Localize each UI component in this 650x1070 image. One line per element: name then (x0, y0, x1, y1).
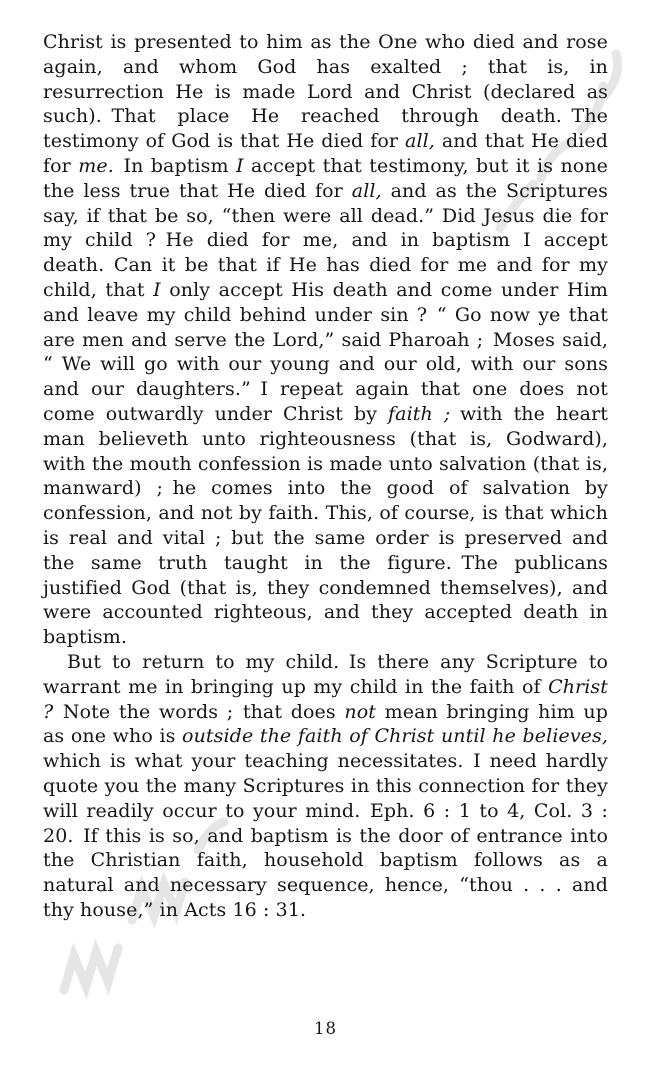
page-number: 18 (314, 1019, 337, 1038)
text-segment: accept that testimony, but it is none the less true that He died for (43, 154, 609, 202)
paragraph (43, 650, 608, 923)
text-segment: Note the words ; that does (53, 700, 345, 723)
paragraph (43, 30, 608, 650)
text-segment: only accept His death and come under Him and leave my child behind under sin ? “ Go now ye that are men and serve the Lord,” said Pharoah ; Moses said, “ We will go with our young and our old, with our sons and our daughters.” I repeat again that one does not come outwardly under Christ by (43, 278, 608, 425)
text-segment: mean bringing him up as one who is (43, 700, 608, 748)
page-text (43, 30, 608, 923)
text-segment: and as the Scriptures say, if that be so, “then were all dead.” Did Jesus die for my child ? He died for me, and in baptism I accept death. Can it be that if He has died for me and for my child, that (43, 179, 608, 301)
italic-text-segment: Christ ? (43, 675, 608, 723)
italic-text-segment: all, (351, 179, 382, 202)
text-segment: and that He died for (43, 130, 608, 177)
text-segment: Christ is presented to him as the One who died and rose again, and whom God has exalted ; that is, in resurrection He is made Lord and Christ (declared as such). That place He reached through death. The testimony of God is that He died for (43, 31, 608, 153)
italic-text-segment: faith ; (388, 402, 451, 425)
italic-text-segment: all, (405, 130, 435, 153)
italic-text-segment: I (236, 154, 244, 177)
text-segment: In baptism (113, 154, 237, 177)
italic-text-segment: outside the faith of Christ until he believes, (182, 725, 609, 748)
italic-text-segment: me. (78, 154, 114, 177)
italic-text-segment: not (344, 700, 376, 723)
text-segment: with the heart man believeth unto righteousness (that is, Godward), with the mouth confession is made unto salvation (that is, manward) ; he comes into the good of salvation by confession, and not by faith. This, of course, is that which is real and vital ; but the same order is preserved and the same truth taught in the figure. The publicans justified God (that is, they condemned themselves), and were accounted righteous, and they accepted death in baptism. (43, 402, 608, 649)
text-segment: which is what your teaching necessitates. I need hardly quote you the many Scriptures in this connection for they will readily occur to your mind. Eph. 6 : 1 to 4, Col. 3 : 20. If this is so, and baptism is the door of entrance into the Christian faith, household baptism follows as a natural and necessary sequence, hence, “thou . . . and thy house,” in Acts 16 : 31. (43, 750, 608, 921)
italic-text-segment: I (153, 278, 161, 301)
text-segment: But to return to my child. Is there any Scripture to warrant me in bringing up my child in the faith of (43, 650, 608, 698)
